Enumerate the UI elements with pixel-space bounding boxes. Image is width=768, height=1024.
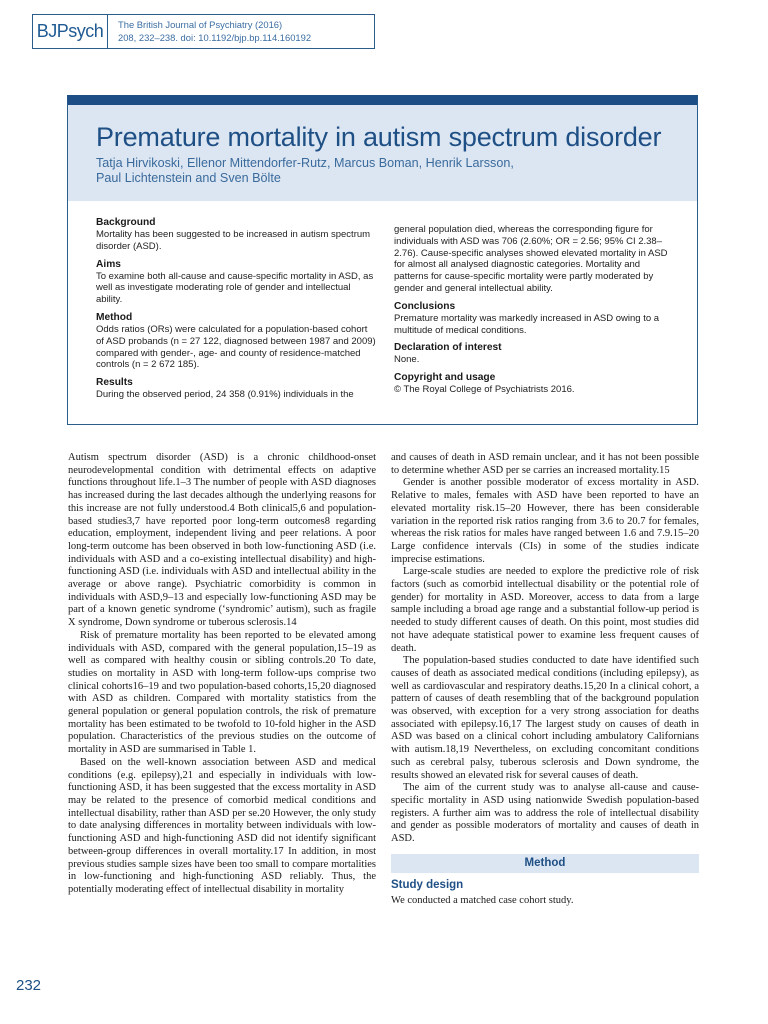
results-text-continued: general population died, whereas the corresponding figure for individuals with ASD was 706 (2.60%; OR = 2.56; 95% CI 2.38–2.76). Cause-specific analyses showed elevated mortality in ASD for almost all analysed diagnostic categories. Mortality and patterns for cause-specific mortality were partly moderated by gender and general intellectual ability.: [394, 224, 668, 294]
journal-name: The British Journal of Psychiatry: [118, 19, 253, 30]
journal-citation: [108, 15, 311, 48]
body-paragraph: Autism spectrum disorder (ASD) is a chronic childhood-onset neurodevelopmental condition with detrimental effects on adaptive functions throughout life.1–3 The number of people with ASD diagnoses has increased during the last decades although the underlying reasons for this increase are not fully understood.4 Both clinical5,6 and population-based studies3,7 have reported poor long-term outcomes8 regarding education, employment, independent living and peer relations. A poor long-term outcome has been observed in both low-functioning ASD (i.e. individuals with ASD and a co-existing intellectual disability) and high-functioning ASD (i.e. individuals with ASD and intellectual ability in the average or above range). Psychiatric comorbidity is common in individuals with ASD,9–13 and especially low-functioning ASD may be part of a known genetic syndrome (‘syndromic’ autism), such as fragile X syndrome, Down syndrome or tuberous sclerosis.14: [68, 452, 376, 629]
authors-line-1: Tatja Hirvikoski, Ellenor Mittendorfer-Rutz, Marcus Boman, Henrik Larsson,: [96, 156, 514, 170]
abstract-right-column: [394, 224, 675, 407]
body-paragraph: Based on the well-known association between ASD and medical conditions (e.g. epilepsy),21 and especially in individuals with low-functioning ASD, it has been suggested that the excess mortality in ASD may be related to the presence of comorbid medical conditions and intellectual disability, rather than ASD per se.20 However, the only study to date analysing differences in mortality between individuals with low-functioning ASD and high-functioning ASD did not identify significant between-group differences in overall mortality.17 In addition, in most previous studies sample sizes have been too small to compare mortalities in low-functioning and high-functioning ASD reliably. Thus, the potentially moderating effect of intellectual disability in mortality: [68, 756, 376, 895]
declaration-text: None.: [394, 354, 420, 366]
authors-line-2: Paul Lichtenstein and Sven Bölte: [96, 171, 281, 185]
declaration-heading: Declaration of interest: [394, 342, 502, 354]
conclusions-text: Premature mortality was markedly increased in ASD owing to a multitude of medical conditions.: [394, 312, 660, 336]
copyright-heading: Copyright and usage: [394, 372, 496, 384]
abstract-left-column: [96, 217, 377, 407]
body-paragraph: The aim of the current study was to analyse all-cause and cause-specific mortality in ASD using nationwide Swedish population-based registers. A further aim was to address the role of intellectual disability and gender as possible moderators of mortality and causes of death in ASD.: [391, 782, 699, 845]
method-section-bar: Method: [391, 854, 699, 873]
abstract-box: [67, 95, 698, 425]
method-text: Odds ratios (ORs) were calculated for a population-based cohort of ASD probands (n = 27 122, diagnosed between 1987 and 2009) compared with gender-, age- and county of residence-matched controls (n = 2 672 185).: [96, 323, 376, 371]
results-text-start: During the observed period, 24 358 (0.91%) individuals in the: [96, 389, 354, 401]
journal-logo: BJPsych: [33, 15, 108, 48]
body-left-column: [68, 452, 376, 897]
body-paragraph: The population-based studies conducted to date have identified such causes of death as associated medical conditions (including epilepsy), as well as cardiovascular and respiratory deaths.15,20 In a clinical cohort, a pattern of causes of death resembling that of the background population was observed, with exception for a very strong association for deaths associated with epilepsy.16,17 The largest study on causes of death in ASD was based on a clinical cohort including ambulatory Californians with autism.18,19 Nevertheless, on excluding concomitant conditions such as cerebral palsy, tuberous sclerosis and Down syndrome, the results showed an elevated risk for several causes of death.: [391, 655, 699, 781]
journal-year: (2016): [255, 19, 283, 30]
abstract-columns: [68, 201, 697, 407]
body-paragraph: Gender is another possible moderator of excess mortality in ASD. Relative to males, females with ASD have been reported to have an elevated mortality risk.15–20 However, there has been considerable variation in the reported risk ratios ranging from 3.6 to 20.7 for females, whereas the risk ratios for males have ranged between 1.6 and 7.9.15–20 Large confidence intervals (CIs) in some of the studies indicate imprecise estimations.: [391, 477, 699, 565]
method-heading: Method: [96, 311, 133, 323]
body-paragraph: and causes of death in ASD remain unclear, and it has not been possible to determine whether ASD per se carries an increased mortality.15: [391, 452, 699, 476]
results-heading: Results: [96, 377, 133, 389]
body-paragraph: Large-scale studies are needed to explore the predictive role of risk factors (such as comorbid intellectual disability or the potential role of gender) for mortality in ASD. Moreover, access to data from a large sample including a broad age range and a substantial follow-up period is needed to study different causes of death. On this point, most studies did not have adequate statistical power to examine less frequent causes of death.: [391, 566, 699, 654]
journal-doi: 208, 232–238. doi: 10.1192/bjp.bp.114.160192: [118, 32, 312, 43]
background-text: Mortality has been suggested to be increased in autism spectrum disorder (ASD).: [96, 229, 371, 252]
body-paragraph: Risk of premature mortality has been reported to be elevated among individuals with ASD, compared with the general population,15–19 as well as compared with healthy cousin or sibling controls.20 To date, studies on mortality in ASD with long-term follow-ups comprise two clinical cohorts16–19 and two population-based cohorts,15,20 diagnosed with ASD as children. Compared with mortality statistics from the general population or general population controls, the risk of premature mortality has been estimated to be twofold to 10-fold higher in the ASD population. Characteristics of the previous studies on the outcome of mortality in ASD are summarised in Table 1.: [68, 629, 376, 756]
title-band: [68, 105, 697, 201]
copyright-text: © The Royal College of Psychiatrists 2016.: [394, 384, 575, 396]
aims-heading: Aims: [96, 258, 121, 270]
conclusions-heading: Conclusions: [394, 300, 456, 312]
body-right-column: [391, 452, 699, 908]
article-authors: [96, 156, 669, 186]
study-design-heading: Study design: [391, 878, 464, 891]
background-heading: Background: [96, 217, 156, 228]
journal-header: [32, 14, 375, 49]
page-number: 232: [16, 977, 42, 994]
article-title: Premature mortality in autism spectrum disorder: [96, 122, 662, 152]
aims-text: To examine both all-cause and cause-specific mortality in ASD, as well as investigate moderating role of gender and intellectual ability.: [96, 270, 374, 306]
study-design-text: We conducted a matched case cohort study.: [391, 895, 574, 907]
